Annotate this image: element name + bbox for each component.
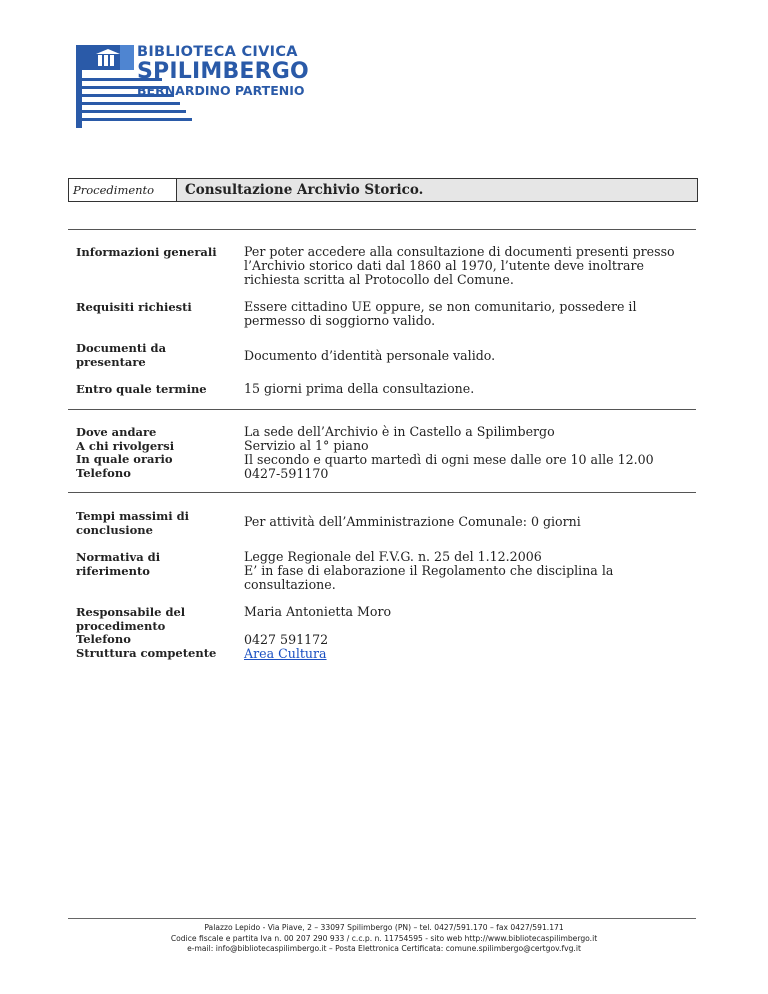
footer-fiscal: Codice fiscale e partita Iva n. 00 207 290 933 / c.c.p. n. 11754595 - sito web http://www.bibliotecaspilimbergo.it — [170, 933, 598, 943]
footer — [0, 923, 768, 955]
label-line: Telefono — [76, 465, 131, 480]
text-line: l’Archivio storico dati dal 1860 al 1970, l’utente deve inoltrare — [244, 258, 644, 273]
documenti-value: Documento d’identità personale valido. — [244, 348, 496, 363]
tempi-value: Per attività dell’Amministrazione Comunale: 0 giorni — [244, 514, 581, 529]
text-line: E’ in fase di elaborazione il Regolamento che disciplina la — [244, 563, 614, 578]
responsabile-label — [76, 606, 241, 660]
responsabile-phone: 0427 591172 — [244, 632, 329, 647]
tempi-label — [76, 510, 241, 537]
text-line: Legge Regionale del F.V.G. n. 25 del 1.12.2006 — [244, 549, 542, 564]
label-line: Responsabile del — [76, 605, 186, 619]
requisiti-label: Requisiti richiesti — [76, 300, 192, 314]
procedure-title: Consultazione Archivio Storico. — [177, 179, 697, 201]
label-line: In quale orario — [76, 452, 173, 466]
area-cultura-link[interactable]: Area Cultura — [244, 646, 327, 661]
procedure-label: Procedimento — [69, 179, 177, 201]
text-line: 0427-591170 — [244, 466, 329, 481]
label-line: Normativa di — [76, 550, 161, 564]
footer-divider — [68, 918, 696, 919]
documenti-label — [76, 342, 241, 369]
label-line: Dove andare — [76, 425, 157, 439]
label-line: conclusione — [76, 522, 153, 537]
normativa-value — [244, 550, 684, 592]
library-name — [137, 44, 309, 98]
info-label: Informazioni generali — [76, 245, 217, 259]
dove-label — [76, 426, 241, 480]
info-value — [244, 245, 684, 287]
footer-address: Palazzo Lepido - Via Piave, 2 – 33097 Spilimbergo (PN) – tel. 0427/591.170 – fax 0427/591.171 — [204, 923, 564, 932]
text-line: richiesta scritta al Protocollo del Comune. — [244, 272, 514, 287]
logo-subtitle: BERNARDINO PARTENIO — [137, 83, 305, 98]
text-line: Servizio al 1° piano — [244, 438, 369, 453]
normativa-label — [76, 551, 241, 578]
struttura-value — [244, 647, 684, 661]
label-line: procedimento — [76, 618, 166, 633]
section-divider — [68, 409, 696, 410]
footer-email: e-mail: info@bibliotecaspilimbergo.it – Posta Elettronica Certificata: comune.spilimbergo@certgov.fvg.it — [187, 944, 581, 953]
label-line: riferimento — [76, 563, 150, 578]
text-line: Per poter accedere alla consultazione di documenti presenti presso — [244, 244, 675, 259]
label-line: A chi rivolgersi — [76, 438, 175, 453]
label-line: Documenti da — [76, 341, 167, 355]
label-line: presentare — [76, 354, 146, 369]
requisiti-value — [244, 300, 684, 328]
termine-value: 15 giorni prima della consultazione. — [244, 381, 475, 396]
logo-title: BIBLIOTECA CIVICA — [137, 44, 298, 60]
termine-label: Entro quale termine — [76, 382, 207, 396]
responsabile-name: Maria Antonietta Moro — [244, 604, 392, 619]
logo-city: SPILIMBERGO — [137, 59, 309, 84]
section-divider — [68, 492, 696, 493]
text-line: consultazione. — [244, 577, 336, 592]
text-line: Essere cittadino UE oppure, se non comunitario, possedere il — [244, 299, 637, 314]
dove-value — [244, 425, 684, 481]
section-divider — [68, 229, 696, 230]
text-line: permesso di soggiorno valido. — [244, 313, 436, 328]
label-line: Struttura competente — [76, 645, 217, 660]
label-line: Tempi massimi di — [76, 509, 190, 523]
text-line: La sede dell’Archivio è in Castello a Spilimbergo — [244, 424, 555, 439]
text-line: Il secondo e quarto martedì di ogni mese dalle ore 10 alle 12.00 — [244, 452, 654, 467]
procedure-header — [68, 178, 698, 202]
label-line: Telefono — [76, 632, 131, 646]
